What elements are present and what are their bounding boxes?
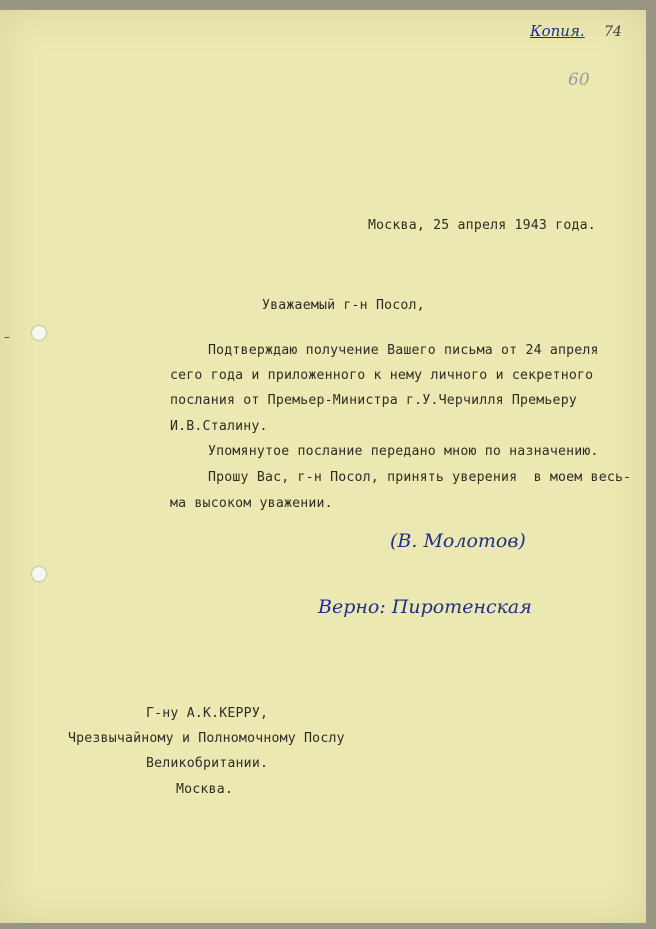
place-date: Москва, 25 апреля 1943 года.	[368, 218, 596, 233]
handwritten-signature: (В. Молотов)	[390, 530, 526, 552]
salutation: Уважаемый г-н Посол,	[262, 298, 425, 313]
handwritten-certification: Верно: Пиротенская	[318, 596, 532, 618]
binder-hole-top	[32, 326, 46, 340]
copy-stamp: Копия.	[530, 22, 585, 40]
body-line: Упомянутое послание передано мною по назначению.	[208, 444, 599, 459]
margin-tick-mark: –	[4, 330, 10, 344]
pencil-number: 60	[568, 70, 590, 90]
body-line: сего года и приложенного к нему личного и секретного	[170, 368, 594, 383]
folio-number: 74	[604, 24, 622, 40]
body-line: И.В.Сталину.	[170, 419, 268, 434]
addressee-title: Чрезвычайному и Полномочному Послу	[68, 731, 345, 746]
document-page	[0, 10, 646, 923]
binder-hole-bottom	[32, 567, 46, 581]
addressee-city: Москва.	[176, 782, 233, 797]
addressee-name: Г-ну А.К.КЕРРУ,	[146, 706, 269, 721]
body-line: Подтверждаю получение Вашего письма от 24 апреля	[208, 343, 599, 358]
body-line: послания от Премьер-Министра г.У.Черчилля Премьеру	[170, 393, 577, 408]
body-line: Прошу Вас, г-н Посол, принять уверения в моем весь-	[208, 470, 632, 485]
addressee-country: Великобритании.	[146, 756, 269, 771]
body-line: ма высоком уважении.	[170, 496, 333, 511]
